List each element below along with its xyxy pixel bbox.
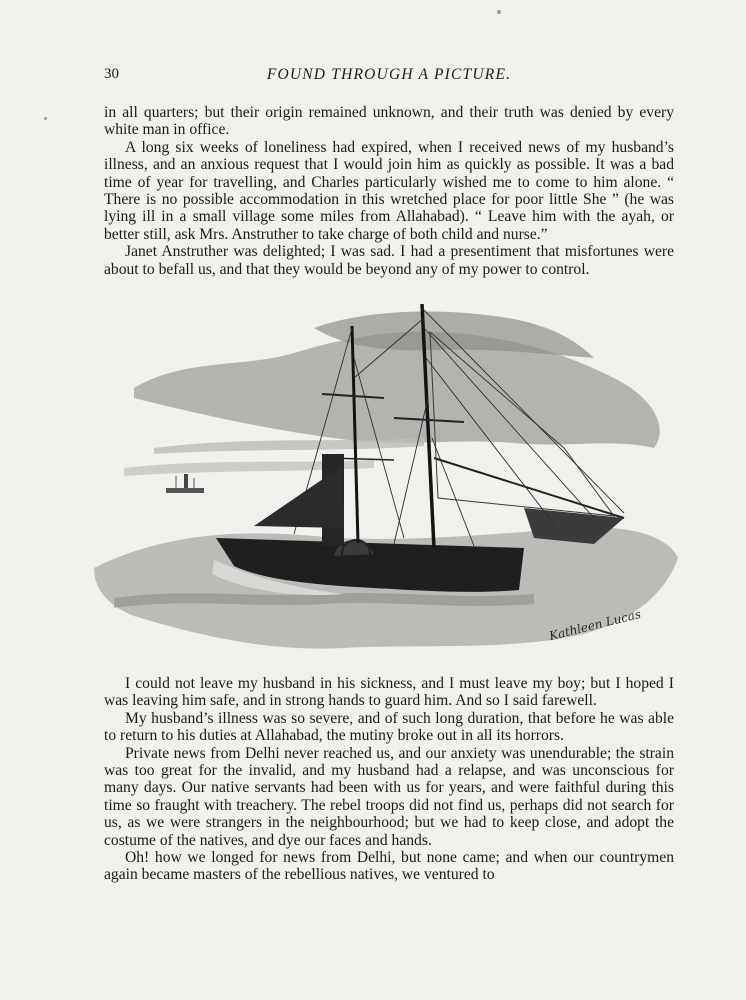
paper-speck	[44, 117, 47, 120]
text-block-top	[104, 104, 674, 278]
running-title: FOUND THROUGH A PICTURE.	[266, 66, 512, 83]
ship-engraving	[94, 298, 678, 664]
paragraph: I could not leave my husband in his sickness, and I must leave my boy; but I hoped I was leaving him safe, and in strong hands to guard him. And so I said farewell.	[104, 675, 674, 710]
text-block-bottom	[104, 675, 674, 884]
cloud-streak	[154, 438, 424, 454]
paragraph: Private news from Delhi never reached us, and our anxiety was unendurable; the strain was too great for the invalid, and my husband had a relapse, and was unconscious for many days. Our native servants had been with us for years, and were faithful during this time so fraught with treachery. The rebel troops did not find us, perhaps did not search for us, as we were strangers in the neighbourhood; but we had to keep close, and adopt the costume of the natives, and dye our faces and hands.	[104, 744, 674, 849]
distant-steamship	[166, 474, 204, 493]
artist-signature: Kathleen Lucas	[547, 606, 643, 644]
paragraph: Oh! how we longed for news from Delhi, but none came; and when our countrymen again became masters of the rebellious natives, we ventured to	[104, 849, 674, 884]
paragraph: in all quarters; but their origin remained unknown, and their truth was denied by every white man in office.	[104, 104, 674, 139]
paragraph: Janet Anstruther was delighted; I was sad. I had a presentiment that misfortunes were about to befall us, and that they would be beyond any of my power to control.	[104, 243, 674, 278]
page-header	[104, 66, 674, 88]
paper-speck	[497, 10, 501, 14]
page-number: 30	[104, 66, 119, 82]
paragraph: My husband’s illness was so severe, and of such long duration, that before he was able to return to his duties at Allahabad, the mutiny broke out in all its horrors.	[104, 709, 674, 745]
paragraph: A long six weeks of loneliness had expired, when I received news of my husband’s illness, and an anxious request that I would join him as quickly as possible. It was a bad time of year for travelling, and Charles particularly wished me to come to him alone. “ There is no possible accommodation in this wretched place for poor little She ” (he was lying ill in a small village some miles from Allahabad). “ Leave him with the ayah, or better still, ask Mrs. Anstruther to take charge of both child and nurse.”	[104, 138, 674, 243]
sail	[254, 466, 344, 528]
ship-illustration	[94, 298, 678, 664]
